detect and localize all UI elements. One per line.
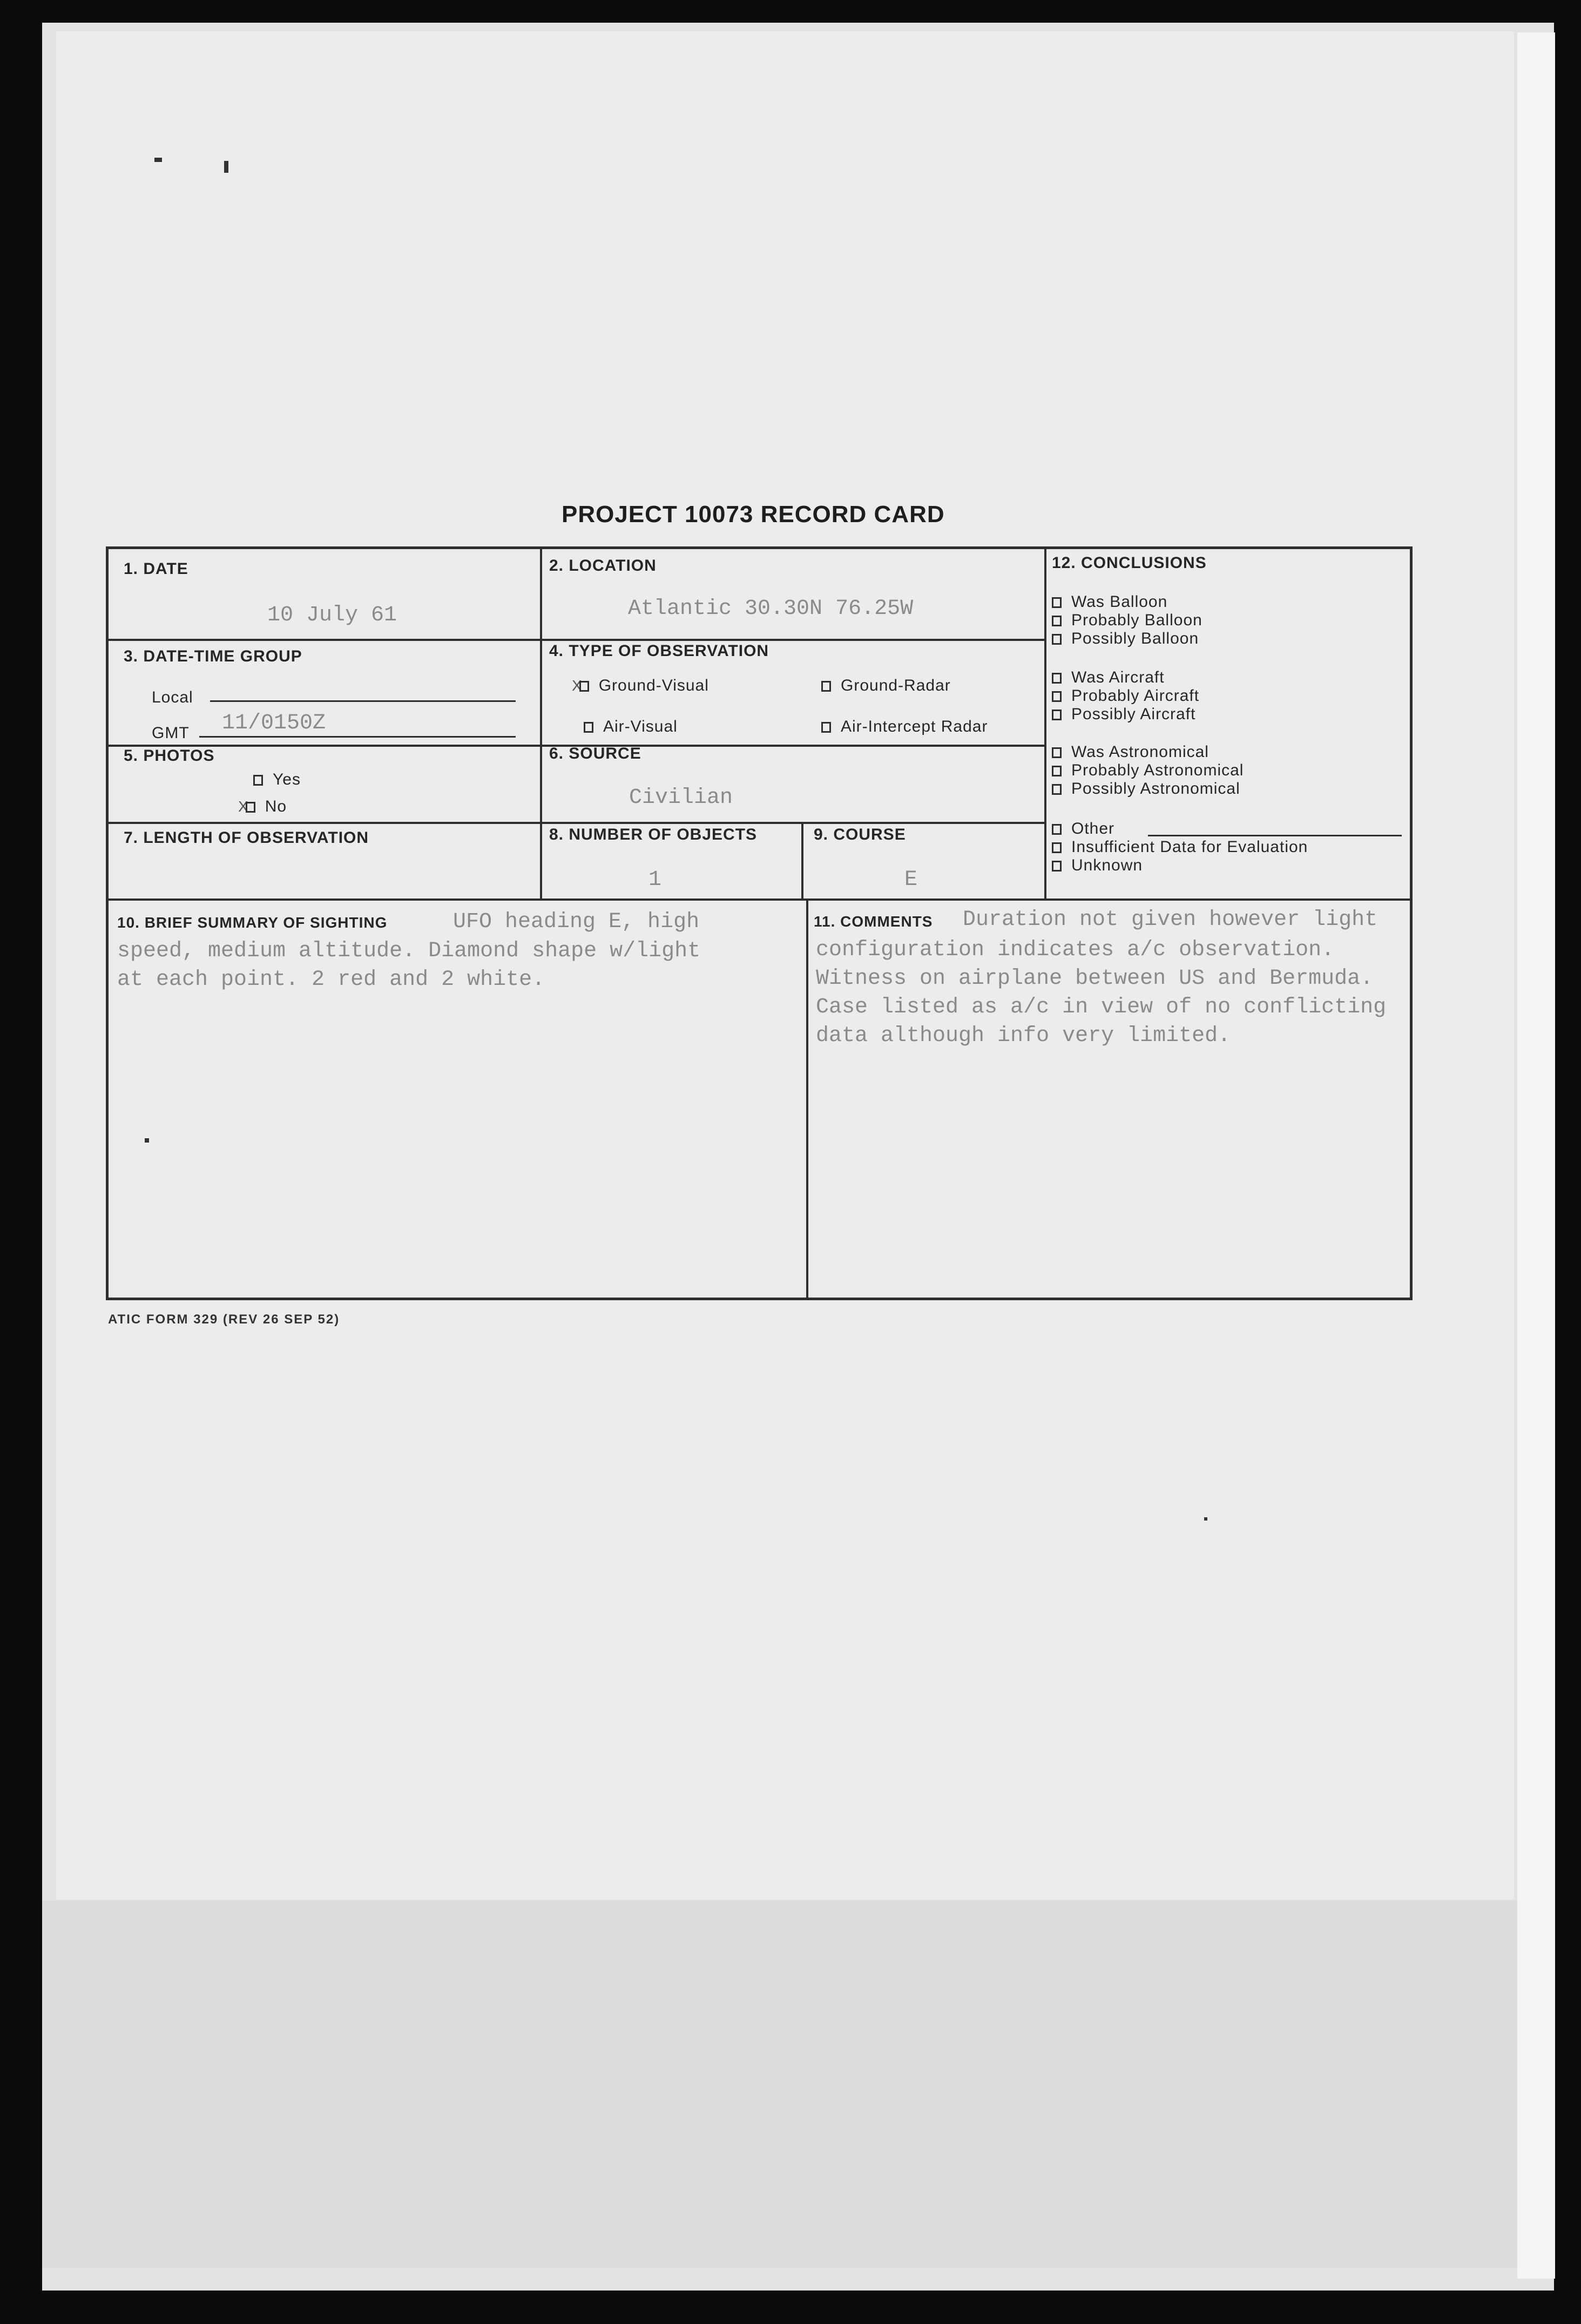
other-line bbox=[1148, 835, 1402, 836]
conclusion-label: Unknown bbox=[1071, 856, 1143, 874]
checkbox-icon bbox=[1052, 597, 1062, 608]
sheet-bottom-fold bbox=[42, 1901, 1554, 2268]
checkbox-icon bbox=[821, 681, 831, 692]
location-value: Atlantic 30.30N 76.25W bbox=[628, 597, 914, 621]
checkbox-icon bbox=[821, 722, 831, 733]
sheet-right-edge bbox=[1517, 32, 1555, 2279]
gmt-value: 11/0150Z bbox=[222, 711, 326, 735]
record-form bbox=[106, 546, 1413, 1300]
local-line bbox=[210, 700, 516, 702]
comments-first-line: Duration not given however light bbox=[963, 908, 1378, 932]
source-label: 6. SOURCE bbox=[549, 745, 641, 762]
form-number: ATIC FORM 329 (REV 26 SEP 52) bbox=[108, 1312, 340, 1327]
length-label: 7. LENGTH OF OBSERVATION bbox=[124, 829, 369, 847]
conclusion-item bbox=[1052, 780, 1240, 798]
comments-label: 11. COMMENTS bbox=[814, 913, 933, 930]
gmt-line bbox=[199, 736, 516, 738]
scan-speck bbox=[224, 161, 228, 173]
photos-label: 5. PHOTOS bbox=[124, 747, 215, 765]
conclusion-label: Was Balloon bbox=[1071, 593, 1168, 611]
conclusion-label: Was Astronomical bbox=[1071, 743, 1209, 761]
conclusion-label: Insufficient Data for Evaluation bbox=[1071, 838, 1308, 856]
checkbox-icon bbox=[1052, 824, 1062, 835]
checkbox-icon bbox=[1052, 691, 1062, 702]
obs-ground-radar: Ground-Radar bbox=[821, 677, 951, 695]
conclusion-item bbox=[1052, 705, 1195, 724]
checkbox-icon bbox=[1052, 766, 1062, 776]
local-label: Local bbox=[152, 688, 193, 706]
conclusion-item bbox=[1052, 761, 1244, 780]
card-title: PROJECT 10073 RECORD CARD bbox=[562, 501, 945, 528]
conclusion-label: Probably Balloon bbox=[1071, 611, 1202, 629]
dtg-label: 3. DATE-TIME GROUP bbox=[124, 647, 302, 665]
conclusion-item bbox=[1052, 611, 1202, 630]
conclusion-item bbox=[1052, 856, 1143, 875]
conclusion-label: Was Aircraft bbox=[1071, 668, 1165, 686]
scan-speck bbox=[154, 158, 162, 162]
conclusion-label: Possibly Aircraft bbox=[1071, 705, 1196, 723]
summary-label: 10. BRIEF SUMMARY OF SIGHTING bbox=[117, 914, 388, 931]
location-label: 2. LOCATION bbox=[549, 557, 657, 575]
divider bbox=[109, 898, 1413, 901]
conclusion-item bbox=[1052, 593, 1167, 611]
divider bbox=[109, 822, 1045, 824]
gmt-label: GMT bbox=[152, 724, 190, 742]
check-x: X bbox=[572, 677, 583, 694]
comments-text: configuration indicates a/c observation. Witness on airplane between US and Bermuda. Case listed as a/c in view of no conflicting data although info very limited. bbox=[816, 938, 1387, 1048]
photos-yes: Yes bbox=[253, 771, 301, 789]
divider bbox=[806, 900, 808, 1300]
divider bbox=[1044, 549, 1046, 900]
conclusion-label: Possibly Astronomical bbox=[1071, 780, 1240, 798]
conclusion-item bbox=[1052, 630, 1199, 648]
date-value: 10 July 61 bbox=[267, 603, 397, 627]
objects-value: 1 bbox=[648, 868, 662, 892]
checkbox-icon bbox=[1052, 673, 1062, 684]
conclusion-item bbox=[1052, 668, 1165, 687]
date-label: 1. DATE bbox=[124, 560, 188, 578]
summary-first-line: UFO heading E, high bbox=[453, 910, 700, 934]
conclusions-label: 12. CONCLUSIONS bbox=[1052, 554, 1207, 572]
photos-no: X No bbox=[238, 798, 287, 815]
divider bbox=[109, 639, 1045, 641]
checkbox-icon bbox=[1052, 842, 1062, 853]
obs-air-intercept: Air-Intercept Radar bbox=[821, 718, 988, 736]
objects-label: 8. NUMBER OF OBJECTS bbox=[549, 826, 758, 843]
summary-text: speed, medium altitude. Diamond shape w/light at each point. 2 red and 2 white. bbox=[117, 939, 701, 992]
checkbox-icon bbox=[1052, 710, 1062, 720]
scan-speck bbox=[1204, 1517, 1207, 1521]
divider bbox=[801, 823, 803, 900]
checkbox-icon bbox=[1052, 634, 1062, 645]
checkbox-icon bbox=[584, 722, 593, 733]
obs-air-visual: Air-Visual bbox=[584, 718, 678, 736]
checkbox-icon bbox=[1052, 747, 1062, 758]
checkbox-icon bbox=[579, 681, 589, 692]
course-label: 9. COURSE bbox=[814, 826, 906, 843]
divider bbox=[540, 549, 542, 900]
conclusion-item bbox=[1052, 743, 1209, 761]
source-value: Civilian bbox=[629, 786, 733, 810]
checkbox-icon bbox=[1052, 861, 1062, 872]
conclusion-item bbox=[1052, 687, 1199, 705]
conclusion-item bbox=[1052, 820, 1114, 838]
course-value: E bbox=[904, 868, 918, 892]
conclusion-label: Probably Astronomical bbox=[1071, 761, 1244, 779]
checkbox-icon bbox=[253, 775, 263, 786]
conclusion-item bbox=[1052, 838, 1308, 856]
obs-ground-visual: X Ground-Visual bbox=[572, 677, 709, 694]
checkbox-icon bbox=[1052, 784, 1062, 795]
conclusion-label: Probably Aircraft bbox=[1071, 687, 1200, 705]
check-x: X bbox=[238, 798, 249, 815]
checkbox-icon bbox=[1052, 616, 1062, 626]
checkbox-icon bbox=[246, 802, 255, 813]
conclusion-label: Other bbox=[1071, 820, 1115, 837]
conclusion-label: Possibly Balloon bbox=[1071, 630, 1199, 647]
observation-label: 4. TYPE OF OBSERVATION bbox=[549, 642, 769, 660]
